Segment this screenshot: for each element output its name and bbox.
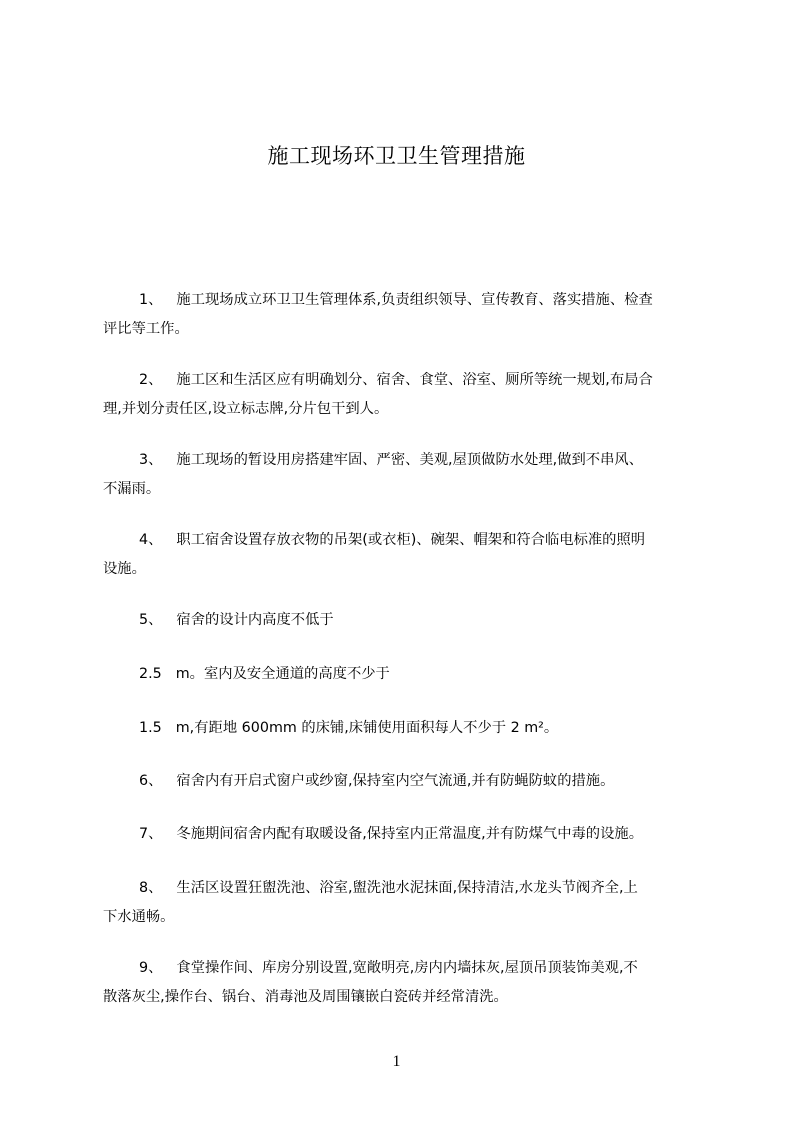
paragraph-line <box>103 526 713 555</box>
item-number: 8、 <box>139 880 163 896</box>
item-number: 2、 <box>139 372 163 388</box>
paragraph-line <box>103 286 713 315</box>
paragraph-8 <box>103 874 713 932</box>
paragraph-line <box>103 820 713 849</box>
item-text: 施工现场的暂设用房搭建牢固、严密、美观,屋顶做防水处理,做到不串风、 <box>176 452 643 468</box>
item-text: 生活区设置狂盥洗池、浴室,盥洗池水泥抹面,保持清洁,水龙头节阀齐全,上 <box>176 880 638 896</box>
item-number: 5、 <box>139 612 163 628</box>
paragraph-5 <box>103 606 713 635</box>
item-number: 3、 <box>139 452 163 468</box>
paragraph-line <box>103 660 713 689</box>
paragraph-line <box>103 714 713 743</box>
item-text: 宿舍内有开启式窗户或纱窗,保持室内空气流通,并有防蝇防蚊的措施。 <box>176 773 615 789</box>
paragraph-3 <box>103 446 713 504</box>
paragraph-7 <box>103 820 713 849</box>
item-number: 2.5 <box>139 666 162 682</box>
item-number: 1、 <box>139 292 163 308</box>
item-text: 宿舍的设计内高度不低于 <box>176 612 334 628</box>
paragraph-line <box>103 446 713 475</box>
item-text: 冬施期间宿舍内配有取暖设备,保持室内正常温度,并有防煤气中毒的设施。 <box>176 826 643 842</box>
paragraph-4 <box>103 526 713 584</box>
item-number: 1.5 <box>139 720 162 736</box>
paragraph-line: 散落灰尘,操作台、锅台、消毒池及周围镶嵌白瓷砖并经常清洗。 <box>103 989 508 1005</box>
paragraph-2 <box>103 366 713 424</box>
paragraph-6 <box>103 767 713 796</box>
item-number: 9、 <box>139 960 163 976</box>
paragraph-line: 下水通畅。 <box>103 909 175 925</box>
paragraph-line: 不漏雨。 <box>103 481 161 497</box>
paragraph-line <box>103 606 713 635</box>
paragraph-9 <box>103 954 713 1012</box>
paragraph-5-continued-a <box>103 660 713 689</box>
item-text: 食堂操作间、库房分别设置,宽敞明亮,房内内墙抹灰,屋顶吊顶装饰美观,不 <box>176 960 638 976</box>
paragraph-1 <box>103 286 713 344</box>
item-number: 4、 <box>139 532 163 548</box>
item-text: 施工区和生活区应有明确划分、宿舍、食堂、浴室、厕所等统一规划,布局合 <box>176 372 653 388</box>
paragraph-line: 设施。 <box>103 561 146 577</box>
item-text: m。室内及安全通道的高度不少于 <box>175 666 390 682</box>
paragraph-line <box>103 366 713 395</box>
item-number: 6、 <box>139 773 163 789</box>
page-title: 施工现场环卫卫生管理措施 <box>267 144 526 168</box>
item-text: m,有距地 600mm 的床铺,床铺使用面积每人不少于 2 m²。 <box>175 720 559 736</box>
paragraph-5-continued-b <box>103 714 713 743</box>
item-number: 7、 <box>139 826 163 842</box>
item-text: 职工宿舍设置存放衣物的吊架(或衣柜)、碗架、帽架和符合临电标准的照明 <box>176 532 646 548</box>
paragraph-line: 评比等工作。 <box>103 321 189 337</box>
paragraph-line <box>103 874 713 903</box>
item-text: 施工现场成立环卫卫生管理体系,负责组织领导、宣传教育、落实措施、检查 <box>176 292 653 308</box>
paragraph-line <box>103 954 713 983</box>
page-number: 1 <box>392 1053 401 1070</box>
paragraph-line <box>103 767 713 796</box>
paragraph-line: 理,并划分责任区,设立标志牌,分片包干到人。 <box>103 401 389 417</box>
